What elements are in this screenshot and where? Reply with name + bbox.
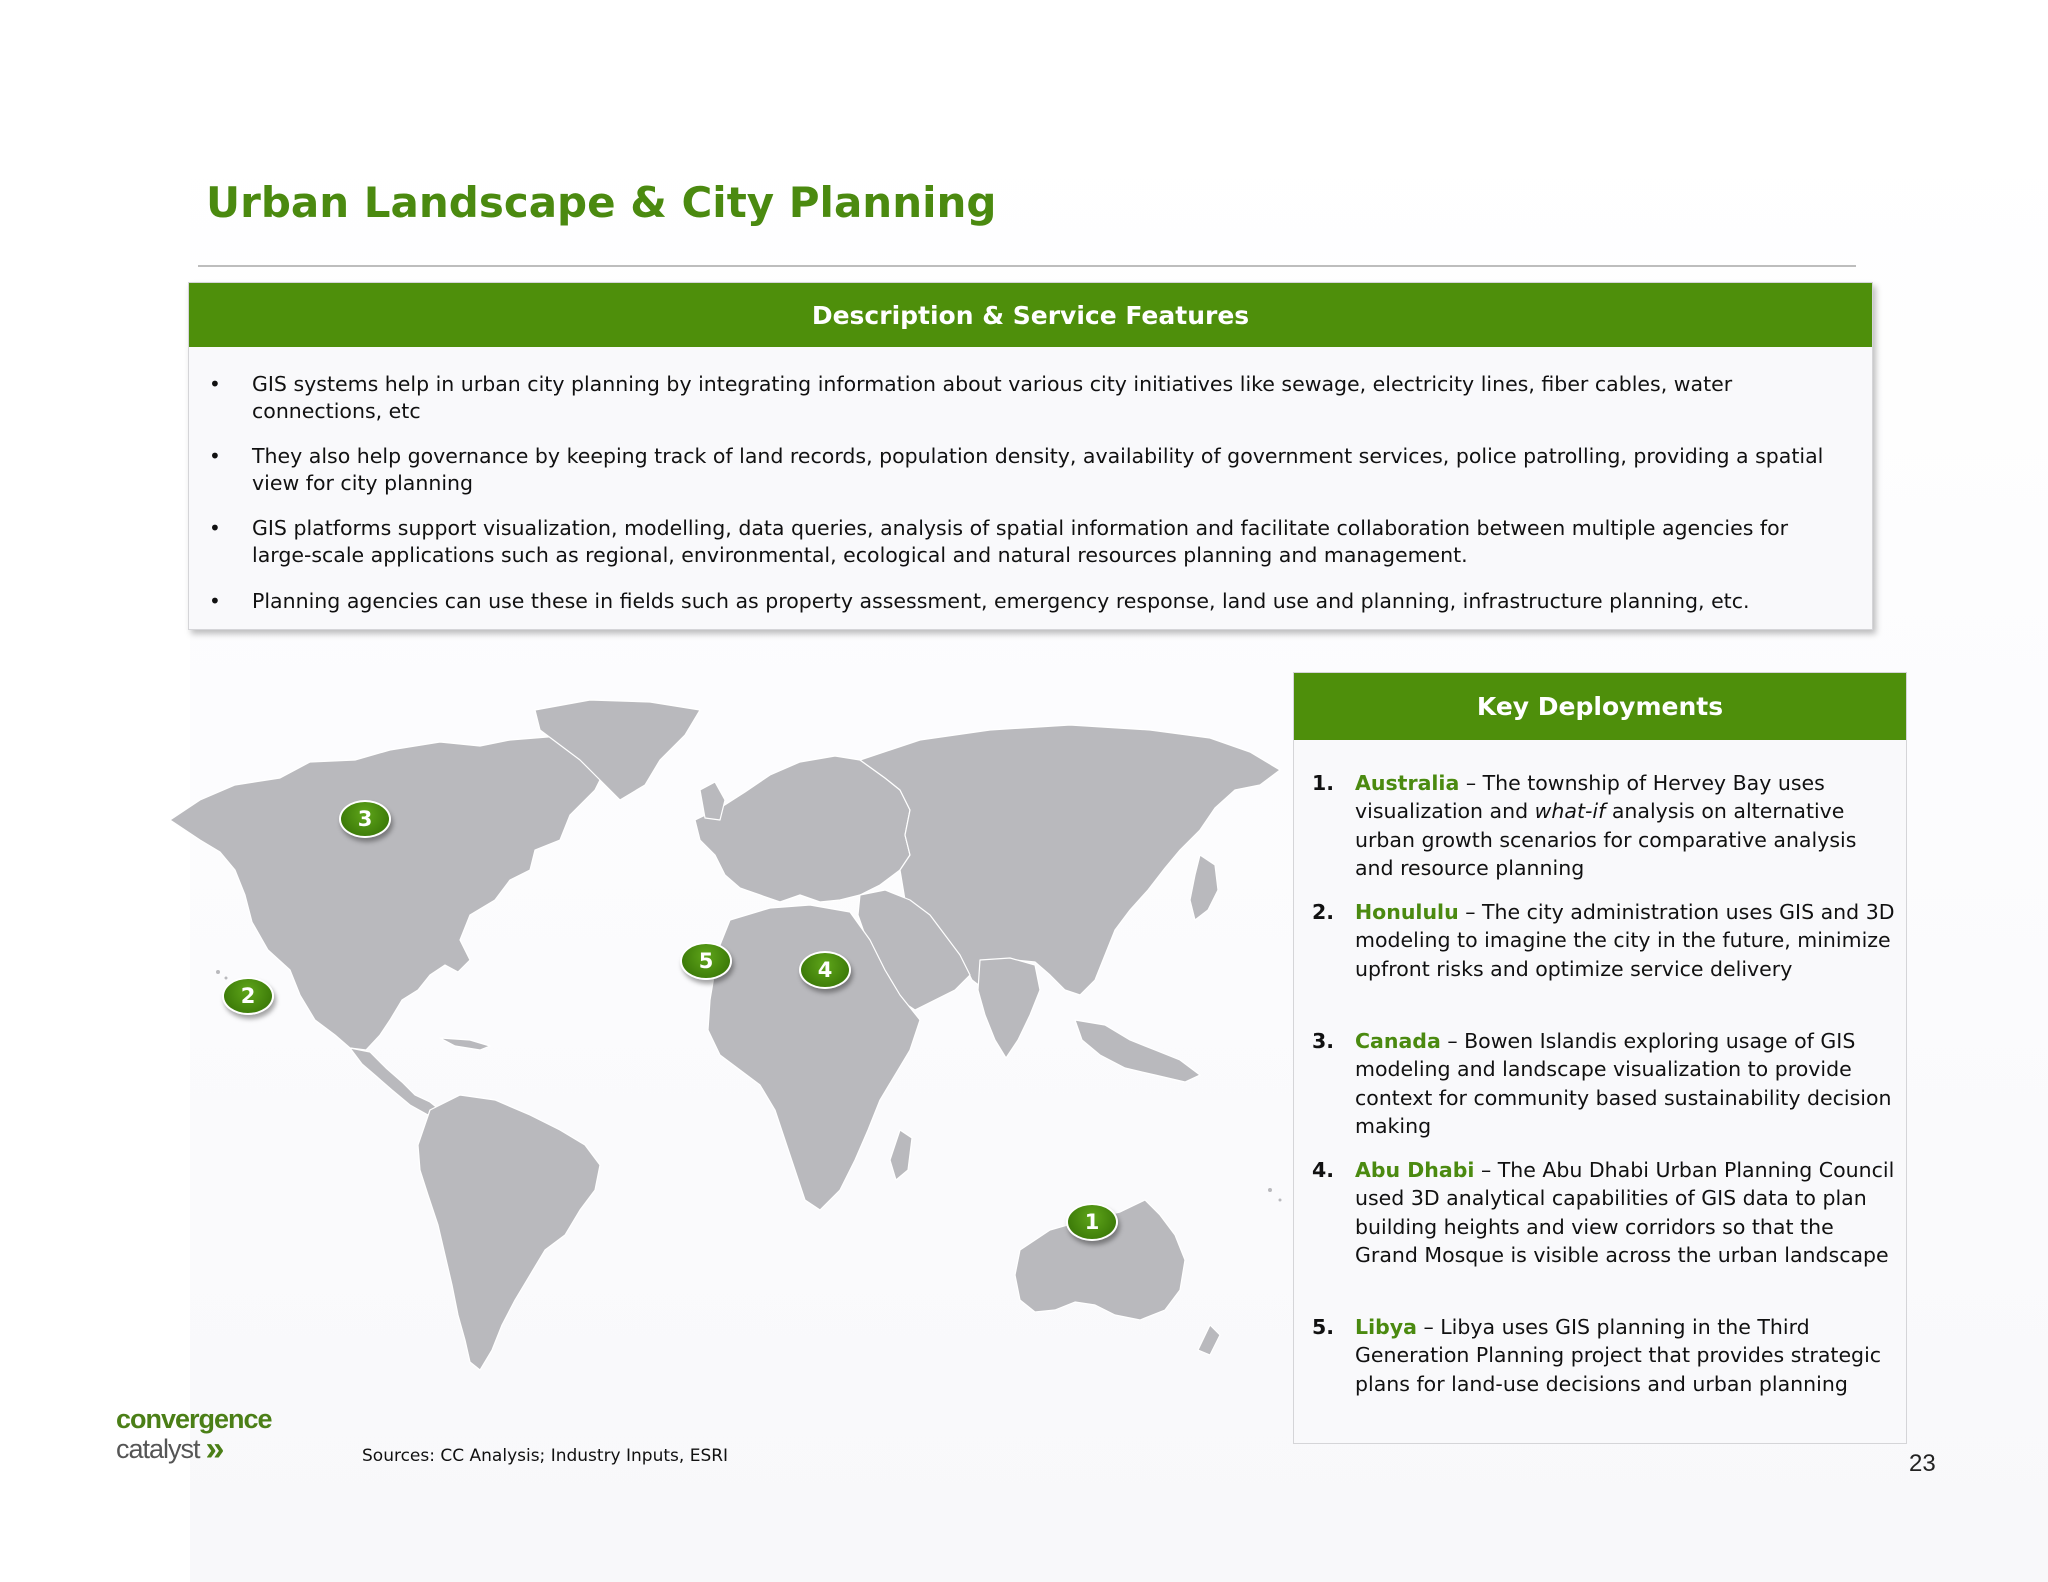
deployment-number: 5. xyxy=(1312,1315,1335,1339)
bullet-marker: • xyxy=(209,516,221,540)
bullet-marker: • xyxy=(209,444,221,468)
deployment-desc: – The township of Hervey Bay uses visualization and xyxy=(1355,771,1825,824)
deployment-country: Canada xyxy=(1355,1029,1441,1053)
bullet-text: They also help governance by keeping track of land records, population density, availability of government services, police patrolling, providing a spatial view for city planning xyxy=(252,444,1824,495)
bullet-text: GIS systems help in urban city planning by integrating information about various city initiatives like sewage, electricity lines, fiber cables, water connections, etc xyxy=(252,372,1733,423)
logo-arrows-icon: » xyxy=(205,1430,224,1468)
deployment-country: Australia xyxy=(1355,771,1460,795)
map-marker-canada[interactable]: 3 xyxy=(339,800,391,838)
deployment-desc: – The Abu Dhabi Urban Planning Council used 3D analytical capabilities of GIS data to plan building heights and view corridors so that the Grand Mosque is visible across the urban landscape xyxy=(1355,1158,1895,1268)
uk-shape xyxy=(700,782,725,820)
title-divider xyxy=(198,265,1856,267)
map-marker-australia[interactable]: 1 xyxy=(1066,1203,1118,1241)
deployment-text xyxy=(1355,898,1900,983)
bullet-text: Planning agencies can use these in fields such as property assessment, emergency response, land use and planning, infrastructure planning, etc. xyxy=(252,589,1750,613)
description-panel xyxy=(188,282,1873,630)
world-map xyxy=(140,690,1300,1390)
deployment-desc: – The city administration uses GIS and 3D modeling to imagine the city in the future, minimize upfront risks and optimize service delivery xyxy=(1355,900,1895,981)
madagascar-shape xyxy=(890,1130,912,1180)
deployment-desc: – Libya uses GIS planning in the Third Generation Planning project that provides strategic plans for land-use decisions and urban planning xyxy=(1355,1315,1882,1396)
map-marker-abu-dhabi[interactable]: 4 xyxy=(799,951,851,989)
caribbean-shape xyxy=(440,1038,490,1050)
central-america-shape xyxy=(350,1048,440,1115)
deployment-text xyxy=(1355,1156,1900,1270)
sources-note: Sources: CC Analysis; Industry Inputs, ESRI xyxy=(362,1446,729,1466)
deployment-country: Abu Dhabi xyxy=(1355,1158,1475,1182)
deployment-emphasis: what-if xyxy=(1534,799,1606,824)
deployment-country: Honululu xyxy=(1355,900,1459,924)
europe-shape xyxy=(695,756,910,902)
logo-wordmark: catalyst xyxy=(116,1434,200,1464)
key-deployments-panel xyxy=(1293,672,1907,1444)
logo-line-2 xyxy=(116,1430,272,1468)
deployment-country: Libya xyxy=(1355,1315,1417,1339)
bullet-marker: • xyxy=(209,372,221,396)
southeast-asia-shape xyxy=(1075,1020,1200,1082)
description-header: Description & Service Features xyxy=(189,283,1872,347)
world-map-graphic xyxy=(140,690,1300,1390)
deployment-text xyxy=(1355,1027,1900,1141)
page-title: Urban Landscape & City Planning xyxy=(206,178,997,227)
deployment-number: 3. xyxy=(1312,1029,1335,1053)
deployment-number: 2. xyxy=(1312,900,1335,924)
map-marker-honolulu[interactable]: 2 xyxy=(222,977,274,1015)
company-logo xyxy=(116,1404,272,1468)
island-dot xyxy=(1268,1188,1272,1192)
island-dot xyxy=(225,977,228,980)
deployment-desc-cont: analysis on alternative urban growth scenarios for comparative analysis and resource planning xyxy=(1355,799,1857,881)
island-dot xyxy=(1279,1199,1282,1202)
island-dot xyxy=(216,970,220,974)
bullet-marker: • xyxy=(209,589,221,613)
japan-shape xyxy=(1190,855,1218,920)
deployment-desc: – Bowen Islandis exploring usage of GIS modeling and landscape visualization to provide context for community based sustainability decision making xyxy=(1355,1029,1892,1139)
page-number: 23 xyxy=(1909,1450,1936,1477)
south-america-shape xyxy=(418,1095,600,1370)
bullet-text: GIS platforms support visualization, modelling, data queries, analysis of spatial information and facilitate collaboration between multiple agencies for large-scale applications such as regional, environmental, ecological and natural resources planning and management. xyxy=(252,516,1789,567)
new-zealand-shape xyxy=(1198,1325,1220,1355)
deployment-text xyxy=(1355,1313,1900,1398)
india-shape xyxy=(978,958,1040,1058)
deployment-number: 1. xyxy=(1312,771,1335,795)
deployment-number: 4. xyxy=(1312,1158,1335,1182)
map-marker-libya[interactable]: 5 xyxy=(680,942,732,980)
deployment-text xyxy=(1355,769,1900,883)
logo-line-1: convergence xyxy=(116,1404,272,1434)
key-deployments-header: Key Deployments xyxy=(1294,673,1906,740)
